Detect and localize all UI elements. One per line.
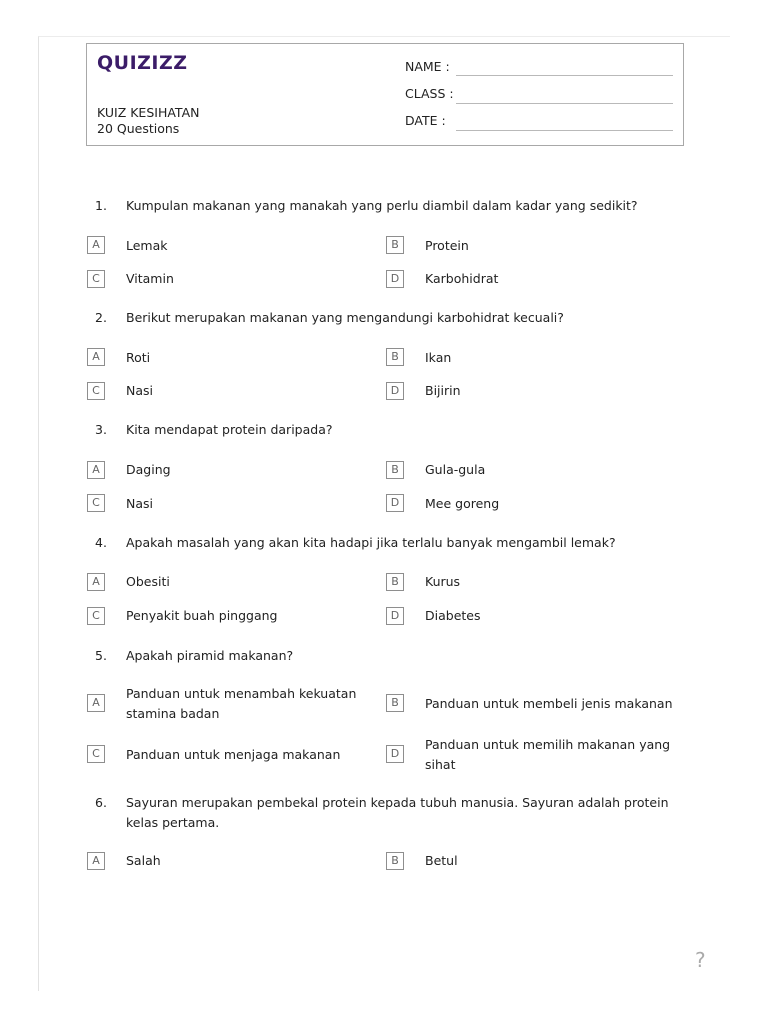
quizizz-logo: QUIZIZZ — [97, 52, 188, 74]
option-text: Penyakit buah pinggang — [126, 608, 278, 623]
option-text: Panduan untuk memilih makanan yang sihat — [425, 737, 671, 772]
option-letter-box[interactable]: C — [87, 745, 105, 763]
option-text: Salah — [126, 853, 161, 868]
question-text: Apakah masalah yang akan kita hadapi jika terlalu banyak mengambil lemak? — [126, 535, 616, 550]
option-text: Kurus — [425, 574, 461, 589]
option-text: Gula-gula — [425, 462, 486, 477]
name-label: NAME : — [405, 59, 450, 74]
question-number: 4. — [95, 535, 107, 550]
option-text: Panduan untuk membeli jenis makanan — [425, 696, 673, 711]
quiz-title: KUIZ KESIHATAN — [97, 105, 200, 120]
question-number: 1. — [95, 198, 107, 213]
question-text: Sayuran merupakan pembekal protein kepada tubuh manusia. Sayuran adalah protein kelas pertama. — [126, 795, 669, 830]
option-text: Panduan untuk menjaga makanan — [126, 747, 341, 762]
option-letter-box[interactable]: D — [386, 607, 404, 625]
option-text: Panduan untuk menambah kekuatan stamina badan — [126, 686, 357, 721]
question-text: Berikut merupakan makanan yang mengandungi karbohidrat kecuali? — [126, 310, 564, 325]
option-text: Roti — [126, 350, 151, 365]
option-letter-box[interactable]: C — [87, 607, 105, 625]
option-text: Diabetes — [425, 608, 481, 623]
worksheet-page — [38, 36, 730, 991]
option-letter-box[interactable]: A — [87, 461, 105, 479]
option-letter-box[interactable]: A — [87, 236, 105, 254]
date-field[interactable] — [456, 130, 673, 131]
help-icon[interactable]: ? — [695, 948, 706, 972]
option-text: Karbohidrat — [425, 271, 499, 286]
question-number: 5. — [95, 648, 107, 663]
option-letter-box[interactable]: A — [87, 694, 105, 712]
option-text: Obesiti — [126, 574, 170, 589]
option-text: Nasi — [126, 496, 153, 511]
question-text: Kita mendapat protein daripada? — [126, 422, 333, 437]
name-field[interactable] — [456, 75, 673, 76]
option-letter-box[interactable]: D — [386, 382, 404, 400]
option-text: Bijirin — [425, 383, 461, 398]
option-letter-box[interactable]: A — [87, 573, 105, 591]
question-count: 20 Questions — [97, 121, 180, 136]
option-letter-box[interactable]: B — [386, 461, 404, 479]
class-label: CLASS : — [405, 86, 454, 101]
option-letter-box[interactable]: C — [87, 494, 105, 512]
option-text: Daging — [126, 462, 171, 477]
option-letter-box[interactable]: C — [87, 270, 105, 288]
option-text: Lemak — [126, 238, 168, 253]
option-letter-box[interactable]: B — [386, 852, 404, 870]
worksheet-header — [86, 43, 684, 146]
option-letter-box[interactable]: B — [386, 348, 404, 366]
option-text: Mee goreng — [425, 496, 500, 511]
option-letter-box[interactable]: A — [87, 852, 105, 870]
question-text: Apakah piramid makanan? — [126, 648, 294, 663]
question-number: 3. — [95, 422, 107, 437]
question-text: Kumpulan makanan yang manakah yang perlu diambil dalam kadar yang sedikit? — [126, 198, 638, 213]
question-number: 2. — [95, 310, 107, 325]
option-text: Betul — [425, 853, 458, 868]
option-letter-box[interactable]: D — [386, 494, 404, 512]
option-letter-box[interactable]: D — [386, 270, 404, 288]
question-number: 6. — [95, 795, 107, 810]
option-letter-box[interactable]: B — [386, 694, 404, 712]
class-field[interactable] — [456, 103, 673, 104]
date-label: DATE : — [405, 113, 446, 128]
option-letter-box[interactable]: B — [386, 236, 404, 254]
option-letter-box[interactable]: B — [386, 573, 404, 591]
option-letter-box[interactable]: D — [386, 745, 404, 763]
option-text: Nasi — [126, 383, 153, 398]
option-letter-box[interactable]: A — [87, 348, 105, 366]
option-letter-box[interactable]: C — [87, 382, 105, 400]
option-text: Protein — [425, 238, 469, 253]
option-text: Vitamin — [126, 271, 174, 286]
option-text: Ikan — [425, 350, 452, 365]
